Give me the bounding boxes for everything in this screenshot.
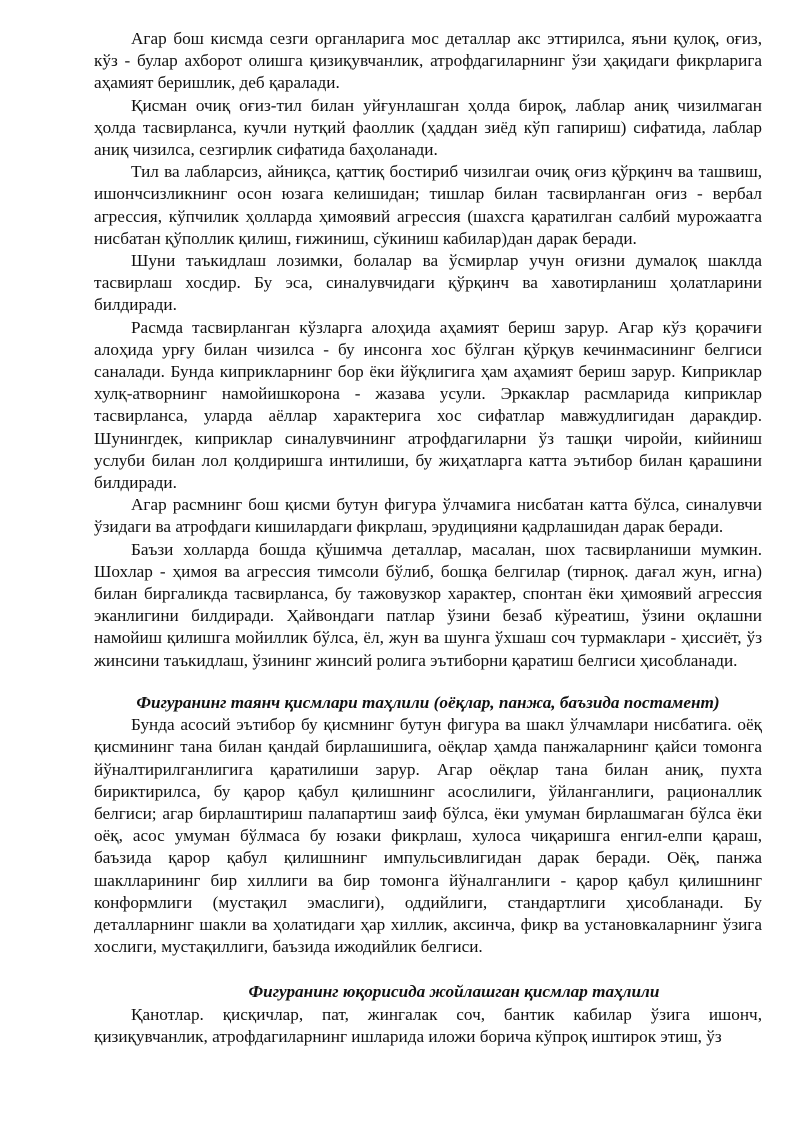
section-heading-support-parts: Фигуранинг таянч қисмлари таҳлили (оёқлар, панжа, баъзида постамент): [136, 692, 720, 712]
paragraph-legs-analysis: Бунда асосий эътибор бу қисмнинг бутун фигура ва шакл ўлчамлари нисбатига. оёқ қисмининг тана билан қандай бирлашишига, оёқлар ҳамда панжаларнинг қайси томонга йўналтирилганлигига қаратилиши зарур. Агар оёқлар тана билан аниқ, пухта бириктирилса, бу қарор қабул қилишнинг асослилиги, ўйланганлиги, рационаллик белгиси; агар бирлаштириш палапартиш заиф бўлса, ёки умуман бирлашмаган бўлса ёки оёқ, асос умуман бўлмаса бу юзаки фикрлаш, хулоса чиқаришга енгил-елпи қараш, баъзида қарор қабул қилишнинг импульсивлигидан дарак беради. Оёқ, панжа шаклларининг бир хиллиги ва бир томонга йўналганлиги - қарор қабул қилишнинг конформлиги (мустақил эмаслиги), оддийлиги, стандартлиги ҳисобланади. Бу деталларнинг шакли ва ҳолатидаги ҳар хиллик, аксинча, фикр ва установкаларнинг ўзига хослиги, мустақиллиги, баъзида ижодийлик белгиси.: [94, 715, 762, 957]
section-heading-upper-parts: Фигуранинг юқорисида жойлашган қисмлар таҳлили: [248, 982, 660, 1002]
paragraph-sensory-organs: Агар бош кисмда сезги органларига мос деталлар акс эттирилса, яъни қулоқ, оғиз, кўз - булар ахборот олишга қизиқувчанлик, атрофдагиларнинг ўзи ҳақидаги фикрларига аҳамият беришлик, деб қаралади.: [94, 29, 762, 93]
paragraph-head-size: Агар расмнинг бош қисми бутун фигура ўлчамига нисбатан катта бўлса, синалувчи ўзидаги ва атрофдаги кишилардаги фикрлаш, эрудицияни қадрлашидан дарак беради.: [94, 495, 762, 537]
paragraph-eyes: Расмда тасвирланган кўзларга алоҳида аҳамият бериш зарур. Агар кўз қорачиғи алоҳида урғу билан чизилса - бу инсонга хос бўлган қўрқув кечинмасининг белгиси саналади. Бунда киприкларнинг бор ёки йўқлигига ҳам аҳамият бериш зарур. Киприклар хулқ-атворнинг намойишкорона - жазава усули. Эркаклар расмларида киприклар тасвирланса, уларда аёллар характерига хос сифатлар мавжудлигидан даракдир. Шунингдек, киприклар синалувчининг атрофдагиларни ўз ташқи чиройи, кийиниш услуби билан лол қолдиришга интилиши, бу жиҳатларга катта эътибор билан қарашини билдиради.: [94, 317, 762, 493]
paragraph-wings: Қанотлар. қисқичлар, пат, жингалак соч, бантик кабилар ўзига ишонч, қизиқувчанлик, атрофдагиларнинг ишларида иложи борича кўпроқ иштирок этиш, ўз: [94, 1004, 762, 1046]
paragraph-mouth-without-lips: Тил ва лабларсиз, айниқса, қаттиқ бостириб чизилгаи очиқ оғиз қўрқинч ва ташвиш, ишончсизликнинг осон юзага келишидан; тишлар билан тасвирланган оғиз - вербал агрессия, кўпчилик ҳолларда ҳимоявий агрессия (шахсга қаратилган салбий мурожаатга нисбатан қўполлик қилиш, ғижиниш, сўкиниш кабилар)дан дарак беради.: [94, 162, 762, 248]
paragraph-open-mouth: Қисман очиқ оғиз-тил билан уйғунлашган ҳолда бироқ, лаблар аниқ чизилмаган ҳолда тасвирланса, кучли нутқий фаоллик (ҳаддан зиёд кўп гапириш) сифатида, лаблар аниқ чизилса, сезгирлик сифатида баҳоланади.: [94, 95, 762, 160]
paragraph-horns: Баъзи холларда бошда қўшимча деталлар, масалан, шох тасвирланиши мумкин. Шохлар - ҳимоя ва агрессия тимсоли бўлиб, бошқа белгилар (тирноқ. дағал жун, игна) билан биргаликда тасвирланса, бу тажовузкор характер, спонтан ёки ҳимоявий агрессия эканлигини билдиради. Ҳайвондаги патлар ўзини безаб кўреатиш, ўзини оқлашни намойиш қилишга мойиллик бўлса, ёл, жун ва шунга ўхшаш соч турмаклари - ҳиссиёт, ўз жинсини таъкидлаш, ўзининг жинсий ролига эътиборни қаратиш белгиси ҳисобланади.: [94, 539, 762, 670]
paragraph-round-mouth: Шуни таъкидлаш лозимки, болалар ва ўсмирлар учун оғизни думалоқ шаклда тасвирлаш хосдир. Бу эса, синалувчидаги қўрқинч ва хавотирланиш ҳолатларини билдиради.: [94, 251, 762, 315]
document-page: [94, 28, 762, 1048]
